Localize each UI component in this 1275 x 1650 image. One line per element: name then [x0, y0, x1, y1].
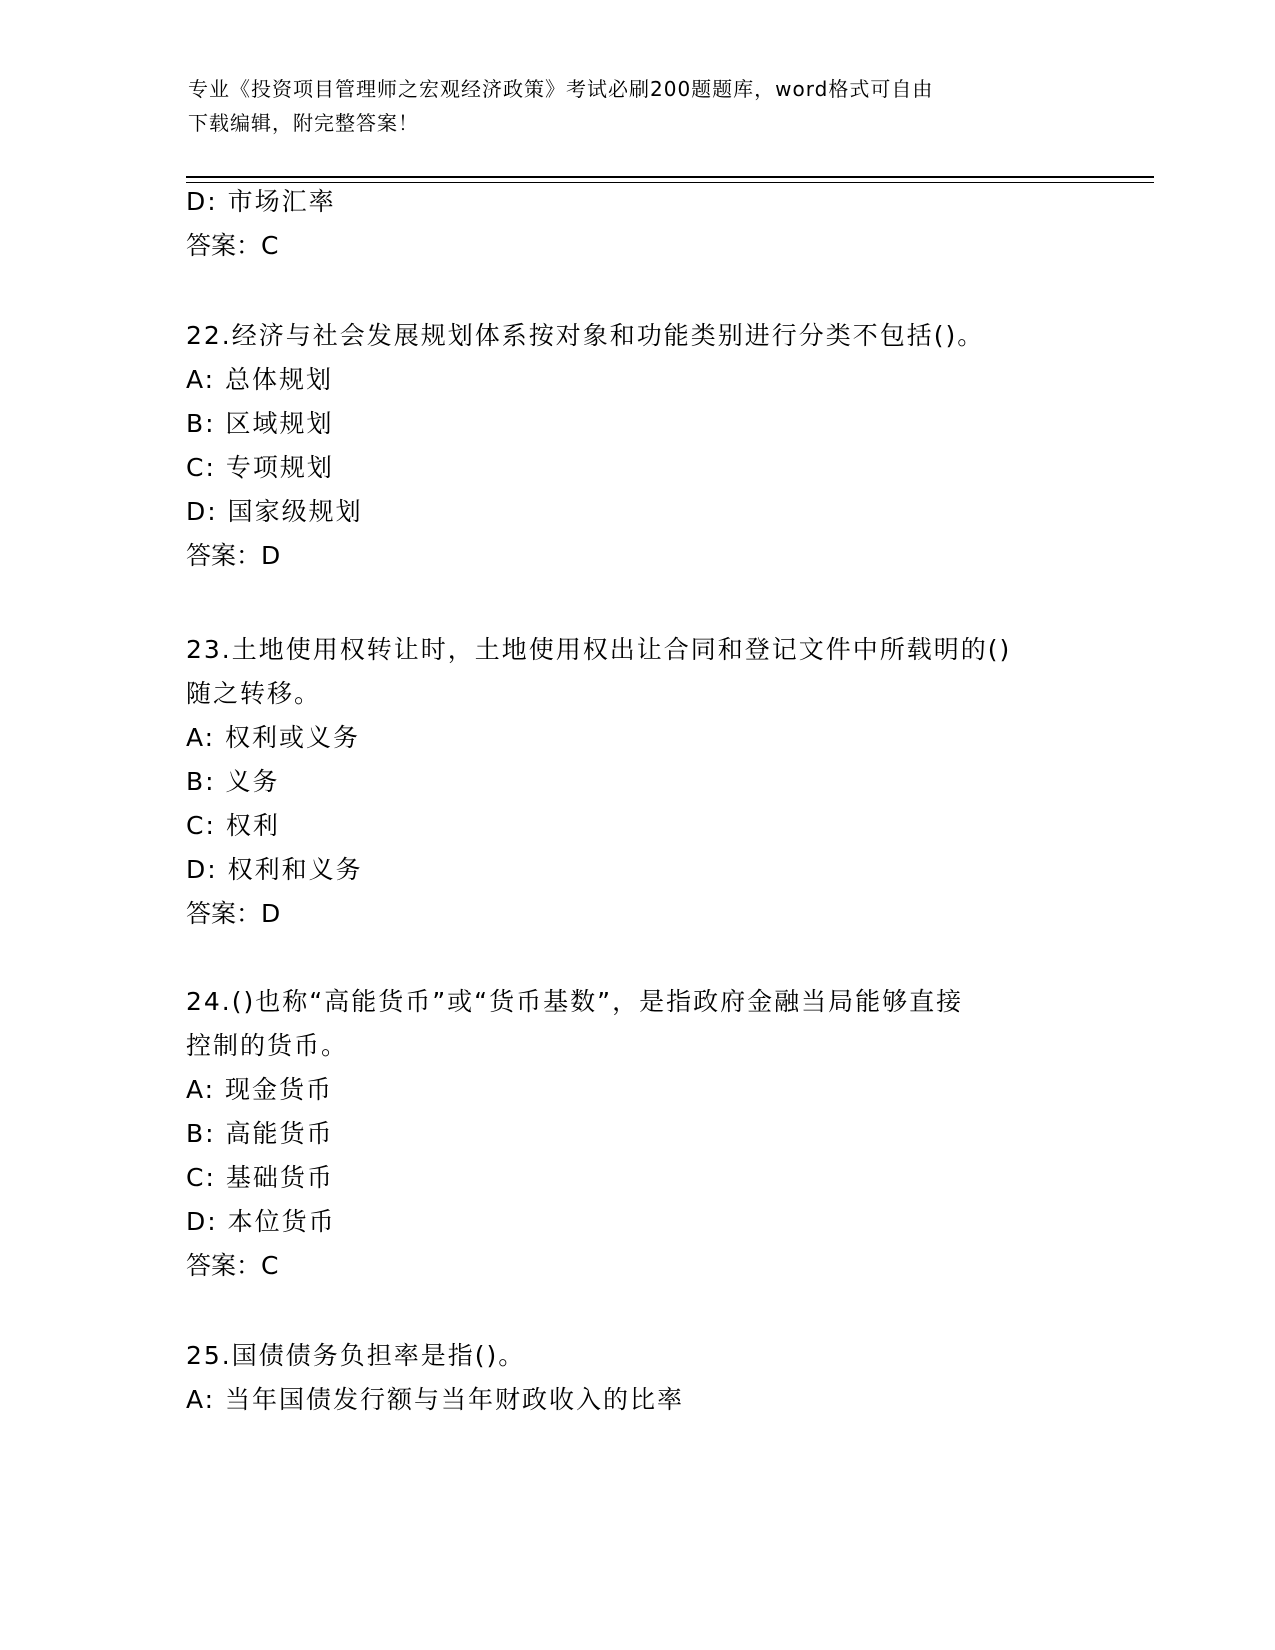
- q23-option-c: C: 权利: [186, 811, 280, 840]
- q24-stem-line-2: 控制的货币。: [186, 1031, 349, 1060]
- q22-stem: 22.经济与社会发展规划体系按对象和功能类别进行分类不包括()。: [186, 321, 985, 350]
- q22-option-b: B: 区域规划: [186, 409, 334, 438]
- q23-stem-line-2: 随之转移。: [186, 679, 322, 708]
- q22-option-c: C: 专项规划: [186, 453, 334, 482]
- q24-option-c: C: 基础货币: [186, 1163, 334, 1192]
- q24-answer: 答案：C: [186, 1251, 279, 1280]
- q25-stem: 25.国债债务负担率是指()。: [186, 1341, 526, 1370]
- document-header: [188, 72, 1078, 140]
- q23-option-b: B: 义务: [186, 767, 280, 796]
- q23-stem-line-1: 23.土地使用权转让时，土地使用权出让合同和登记文件中所载明的(): [186, 635, 1012, 664]
- q24-option-d: D: 本位货币: [186, 1207, 336, 1236]
- q23-answer: 答案：D: [186, 899, 281, 928]
- q25-option-a: A: 当年国债发行额与当年财政收入的比率: [186, 1385, 685, 1414]
- q23-option-d: D: 权利和义务: [186, 855, 363, 884]
- q24-option-a: A: 现金货币: [186, 1075, 334, 1104]
- q22-answer: 答案：D: [186, 541, 281, 570]
- header-divider: [186, 176, 1154, 183]
- q24-option-b: B: 高能货币: [186, 1119, 334, 1148]
- q22-option-a: A: 总体规划: [186, 365, 334, 394]
- header-line-1: 专业《投资项目管理师之宏观经济政策》考试必刷200题题库，word格式可自由: [188, 77, 934, 101]
- q21-answer: 答案：C: [186, 231, 279, 260]
- q23-option-a: A: 权利或义务: [186, 723, 361, 752]
- q22-option-d: D: 国家级规划: [186, 497, 363, 526]
- header-line-2: 下载编辑，附完整答案！: [188, 111, 419, 135]
- q24-stem-line-1: 24.()也称“高能货币”或“货币基数”，是指政府金融当局能够直接: [186, 987, 964, 1016]
- q21-option-d: D: 市场汇率: [186, 187, 336, 216]
